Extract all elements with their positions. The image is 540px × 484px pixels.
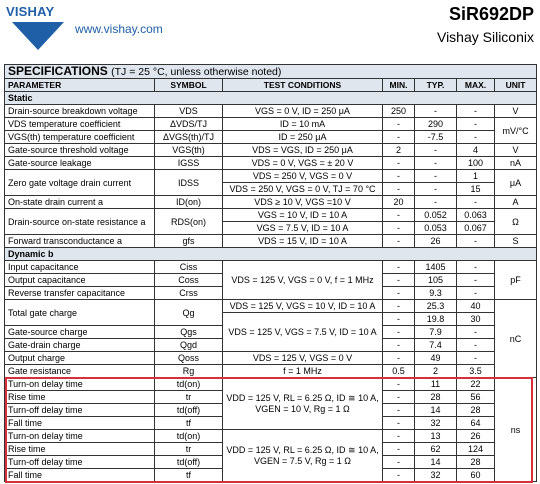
table-cell: Gate-source leakage (5, 157, 155, 170)
table-cell: - (383, 131, 415, 144)
table-row (5, 261, 537, 274)
table-cell: nC (495, 300, 537, 378)
table-cell: S (495, 235, 537, 248)
table-row (5, 209, 537, 222)
table-cell: - (383, 443, 415, 456)
table-row (5, 378, 537, 391)
table-cell: - (383, 378, 415, 391)
table-cell: VDS temperature coefficient (5, 118, 155, 131)
table-cell: 1 (457, 170, 495, 183)
table-cell: 26 (457, 430, 495, 443)
column-header-row (5, 79, 537, 92)
table-cell: - (383, 170, 415, 183)
table-cell: - (383, 183, 415, 196)
table-cell: 3.5 (457, 365, 495, 378)
table-cell: 64 (457, 417, 495, 430)
table-cell: Output capacitance (5, 274, 155, 287)
table-cell (223, 430, 383, 482)
table-cell: 26 (415, 235, 457, 248)
table-cell: 0.5 (383, 365, 415, 378)
page-header (0, 0, 540, 60)
table-cell: - (383, 209, 415, 222)
table-cell: - (383, 339, 415, 352)
col-header-parameter: PARAMETER (5, 79, 155, 92)
table-cell: Crss (155, 287, 223, 300)
table-cell: - (383, 118, 415, 131)
table-cell: Turn-off delay time (5, 404, 155, 417)
table-cell: Rise time (5, 443, 155, 456)
table-row (5, 352, 537, 365)
table-cell: Forward transconductance a (5, 235, 155, 248)
table-cell: Turn-off delay time (5, 456, 155, 469)
vishay-logo (6, 2, 68, 52)
table-cell: VDS = 125 V, VGS = 7.5 V, ID = 10 A (223, 313, 383, 352)
specifications-table (4, 64, 537, 482)
table-cell: VGS = 7.5 V, ID = 10 A (223, 222, 383, 235)
table-title: SPECIFICATIONS (8, 64, 108, 78)
table-cell: gfs (155, 235, 223, 248)
table-cell: tr (155, 391, 223, 404)
table-cell: IDSS (155, 170, 223, 196)
table-cell: ns (495, 378, 537, 482)
table-cell: VDS = 125 V, VGS = 0 V, f = 1 MHz (223, 261, 383, 300)
table-cell: - (457, 105, 495, 118)
table-cell (223, 378, 383, 430)
table-cell: - (457, 287, 495, 300)
table-cell (5, 65, 537, 79)
table-cell: - (457, 339, 495, 352)
table-cell: - (383, 222, 415, 235)
table-cell: - (383, 326, 415, 339)
table-cell: VDS = 125 V, VGS = 10 V, ID = 10 A (223, 300, 383, 313)
table-cell: VDS (155, 105, 223, 118)
table-cell: 124 (457, 443, 495, 456)
table-cell: 15 (457, 183, 495, 196)
table-cell: 22 (457, 378, 495, 391)
table-cell: Turn-on delay time (5, 378, 155, 391)
table-cell: 4 (457, 144, 495, 157)
table-cell: V (495, 144, 537, 157)
table-cell: 7.9 (415, 326, 457, 339)
table-row (5, 144, 537, 157)
table-cell: ID(on) (155, 196, 223, 209)
table-cell: - (383, 430, 415, 443)
table-cell: - (383, 274, 415, 287)
table-cell: - (415, 157, 457, 170)
table-cell: - (383, 469, 415, 482)
table-cell: Reverse transfer capacitance (5, 287, 155, 300)
table-cell: - (457, 196, 495, 209)
table-cell: Coss (155, 274, 223, 287)
table-cell: 1405 (415, 261, 457, 274)
table-cell: - (457, 118, 495, 131)
table-cell: - (457, 235, 495, 248)
table-cell: 62 (415, 443, 457, 456)
table-cell: Zero gate voltage drain current (5, 170, 155, 196)
switching-condition-2a: VDD = 125 V, RL = 6.25 Ω, ID ≅ 10 A, (226, 444, 379, 455)
table-cell: 28 (415, 391, 457, 404)
table-cell: ID = 10 mA (223, 118, 383, 131)
table-cell: 49 (415, 352, 457, 365)
table-cell: VDS ≥ 10 V, VGS =10 V (223, 196, 383, 209)
table-cell: Drain-source on-state resistance a (5, 209, 155, 235)
table-cell: mV/°C (495, 118, 537, 144)
table-title-row (5, 65, 537, 79)
table-cell: td(on) (155, 430, 223, 443)
switching-condition-1b: VGEN = 10 V, Rg = 1 Ω (255, 403, 350, 414)
table-cell: 30 (457, 313, 495, 326)
company-name: Vishay Siliconix (436, 29, 534, 45)
table-cell: td(on) (155, 378, 223, 391)
table-cell: 56 (457, 391, 495, 404)
section-static (5, 92, 537, 105)
table-cell: VDS = 250 V, VGS = 0 V, TJ = 70 °C (223, 183, 383, 196)
table-cell: 32 (415, 417, 457, 430)
table-cell: Qg (155, 300, 223, 326)
table-cell: Turn-on delay time (5, 430, 155, 443)
table-cell: VDS = VGS, ID = 250 μA (223, 144, 383, 157)
table-cell: 14 (415, 456, 457, 469)
table-cell: RDS(on) (155, 209, 223, 235)
table-cell: - (383, 313, 415, 326)
vishay-triangle-icon (6, 2, 68, 52)
table-cell: Dynamic b (5, 248, 537, 261)
table-cell: Gate-drain charge (5, 339, 155, 352)
table-cell: f = 1 MHz (223, 365, 383, 378)
table-cell: 60 (457, 469, 495, 482)
table-cell: 13 (415, 430, 457, 443)
table-cell: td(off) (155, 456, 223, 469)
switching-condition-1a: VDD = 125 V, RL = 6.25 Ω, ID ≅ 10 A, (226, 392, 379, 403)
col-header-symbol: SYMBOL (155, 79, 223, 92)
table-cell: tr (155, 443, 223, 456)
table-cell: - (457, 352, 495, 365)
table-cell: 100 (457, 157, 495, 170)
table-cell: VDS = 125 V, VGS = 0 V (223, 352, 383, 365)
col-header-max: MAX. (457, 79, 495, 92)
table-cell: - (415, 183, 457, 196)
table-cell: 14 (415, 404, 457, 417)
table-cell: 250 (383, 105, 415, 118)
table-cell: ID = 250 μA (223, 131, 383, 144)
table-cell: 0.053 (415, 222, 457, 235)
table-cell: 20 (383, 196, 415, 209)
table-cell: Ω (495, 209, 537, 235)
table-cell: - (415, 144, 457, 157)
table-cell: Gate-source charge (5, 326, 155, 339)
table-cell: Gate resistance (5, 365, 155, 378)
table-cell: tf (155, 417, 223, 430)
table-cell: -7.5 (415, 131, 457, 144)
table-cell: 105 (415, 274, 457, 287)
table-cell: VDS = 15 V, ID = 10 A (223, 235, 383, 248)
table-cell: 0.052 (415, 209, 457, 222)
table-cell: μA (495, 170, 537, 196)
table-cell: - (383, 235, 415, 248)
table-cell: Output charge (5, 352, 155, 365)
table-cell: Qgs (155, 326, 223, 339)
table-cell: Ciss (155, 261, 223, 274)
table-cell: VGS(th) (155, 144, 223, 157)
table-cell: Qoss (155, 352, 223, 365)
col-header-conditions: TEST CONDITIONS (223, 79, 383, 92)
table-cell: VDS = 0 V, VGS = ± 20 V (223, 157, 383, 170)
table-cell: Drain-source breakdown voltage (5, 105, 155, 118)
table-row (5, 300, 537, 313)
table-cell: - (383, 300, 415, 313)
table-cell: Gate-source threshold voltage (5, 144, 155, 157)
table-cell: VGS = 10 V, ID = 10 A (223, 209, 383, 222)
table-subtitle: (TJ = 25 °C, unless otherwise noted) (111, 66, 282, 78)
table-cell: 28 (457, 456, 495, 469)
table-cell: td(off) (155, 404, 223, 417)
table-cell: VGS = 0 V, ID = 250 μA (223, 105, 383, 118)
table-cell: 9.3 (415, 287, 457, 300)
brand-name: VISHAY (6, 4, 55, 19)
table-cell: nA (495, 157, 537, 170)
table-cell: - (383, 287, 415, 300)
table-row (5, 430, 537, 443)
table-cell: V (495, 105, 537, 118)
table-cell: 19.8 (415, 313, 457, 326)
table-cell: - (457, 274, 495, 287)
part-number: SiR692DP (448, 4, 534, 24)
table-cell: Fall time (5, 417, 155, 430)
table-cell: VDS = 250 V, VGS = 0 V (223, 170, 383, 183)
table-cell: - (383, 391, 415, 404)
table-cell: - (383, 404, 415, 417)
table-cell: 0.067 (457, 222, 495, 235)
table-cell: Qgd (155, 339, 223, 352)
table-cell: tf (155, 469, 223, 482)
website-link[interactable]: www.vishay.com (75, 22, 163, 36)
table-cell: 7.4 (415, 339, 457, 352)
table-cell: 40 (457, 300, 495, 313)
table-row (5, 170, 537, 183)
table-cell: 2 (383, 144, 415, 157)
table-cell: - (383, 157, 415, 170)
col-header-typ: TYP. (415, 79, 457, 92)
table-cell: On-state drain current a (5, 196, 155, 209)
table-cell: 0.063 (457, 209, 495, 222)
table-cell: Rise time (5, 391, 155, 404)
col-header-min: MIN. (383, 79, 415, 92)
table-cell: IGSS (155, 157, 223, 170)
col-header-unit: UNIT (495, 79, 537, 92)
table-cell: - (383, 456, 415, 469)
table-cell: 11 (415, 378, 457, 391)
table-cell: Static (5, 92, 537, 105)
table-row (5, 131, 537, 144)
table-cell: 25.3 (415, 300, 457, 313)
table-cell: 32 (415, 469, 457, 482)
table-row (5, 105, 537, 118)
table-row (5, 118, 537, 131)
table-cell: 28 (457, 404, 495, 417)
section-dynamic (5, 248, 537, 261)
table-row (5, 365, 537, 378)
table-cell: ΔVGS(th)/TJ (155, 131, 223, 144)
table-cell: A (495, 196, 537, 209)
table-cell: - (383, 261, 415, 274)
table-row (5, 196, 537, 209)
table-cell: Rg (155, 365, 223, 378)
table-cell: VGS(th) temperature coefficient (5, 131, 155, 144)
table-cell: Total gate charge (5, 300, 155, 326)
table-row (5, 157, 537, 170)
table-cell: - (383, 352, 415, 365)
table-cell: - (415, 105, 457, 118)
table-cell: - (415, 170, 457, 183)
table-cell: ΔVDS/TJ (155, 118, 223, 131)
table-cell: pF (495, 261, 537, 300)
switching-condition-2b: VGEN = 7.5 V, Rg = 1 Ω (254, 455, 351, 466)
table-cell: 2 (415, 365, 457, 378)
table-cell: - (457, 131, 495, 144)
table-row (5, 235, 537, 248)
table-cell: Fall time (5, 469, 155, 482)
table-cell: 290 (415, 118, 457, 131)
table-cell: - (457, 261, 495, 274)
table-cell: - (457, 326, 495, 339)
table-cell: - (415, 196, 457, 209)
table-cell: Input capacitance (5, 261, 155, 274)
table-cell: - (383, 417, 415, 430)
